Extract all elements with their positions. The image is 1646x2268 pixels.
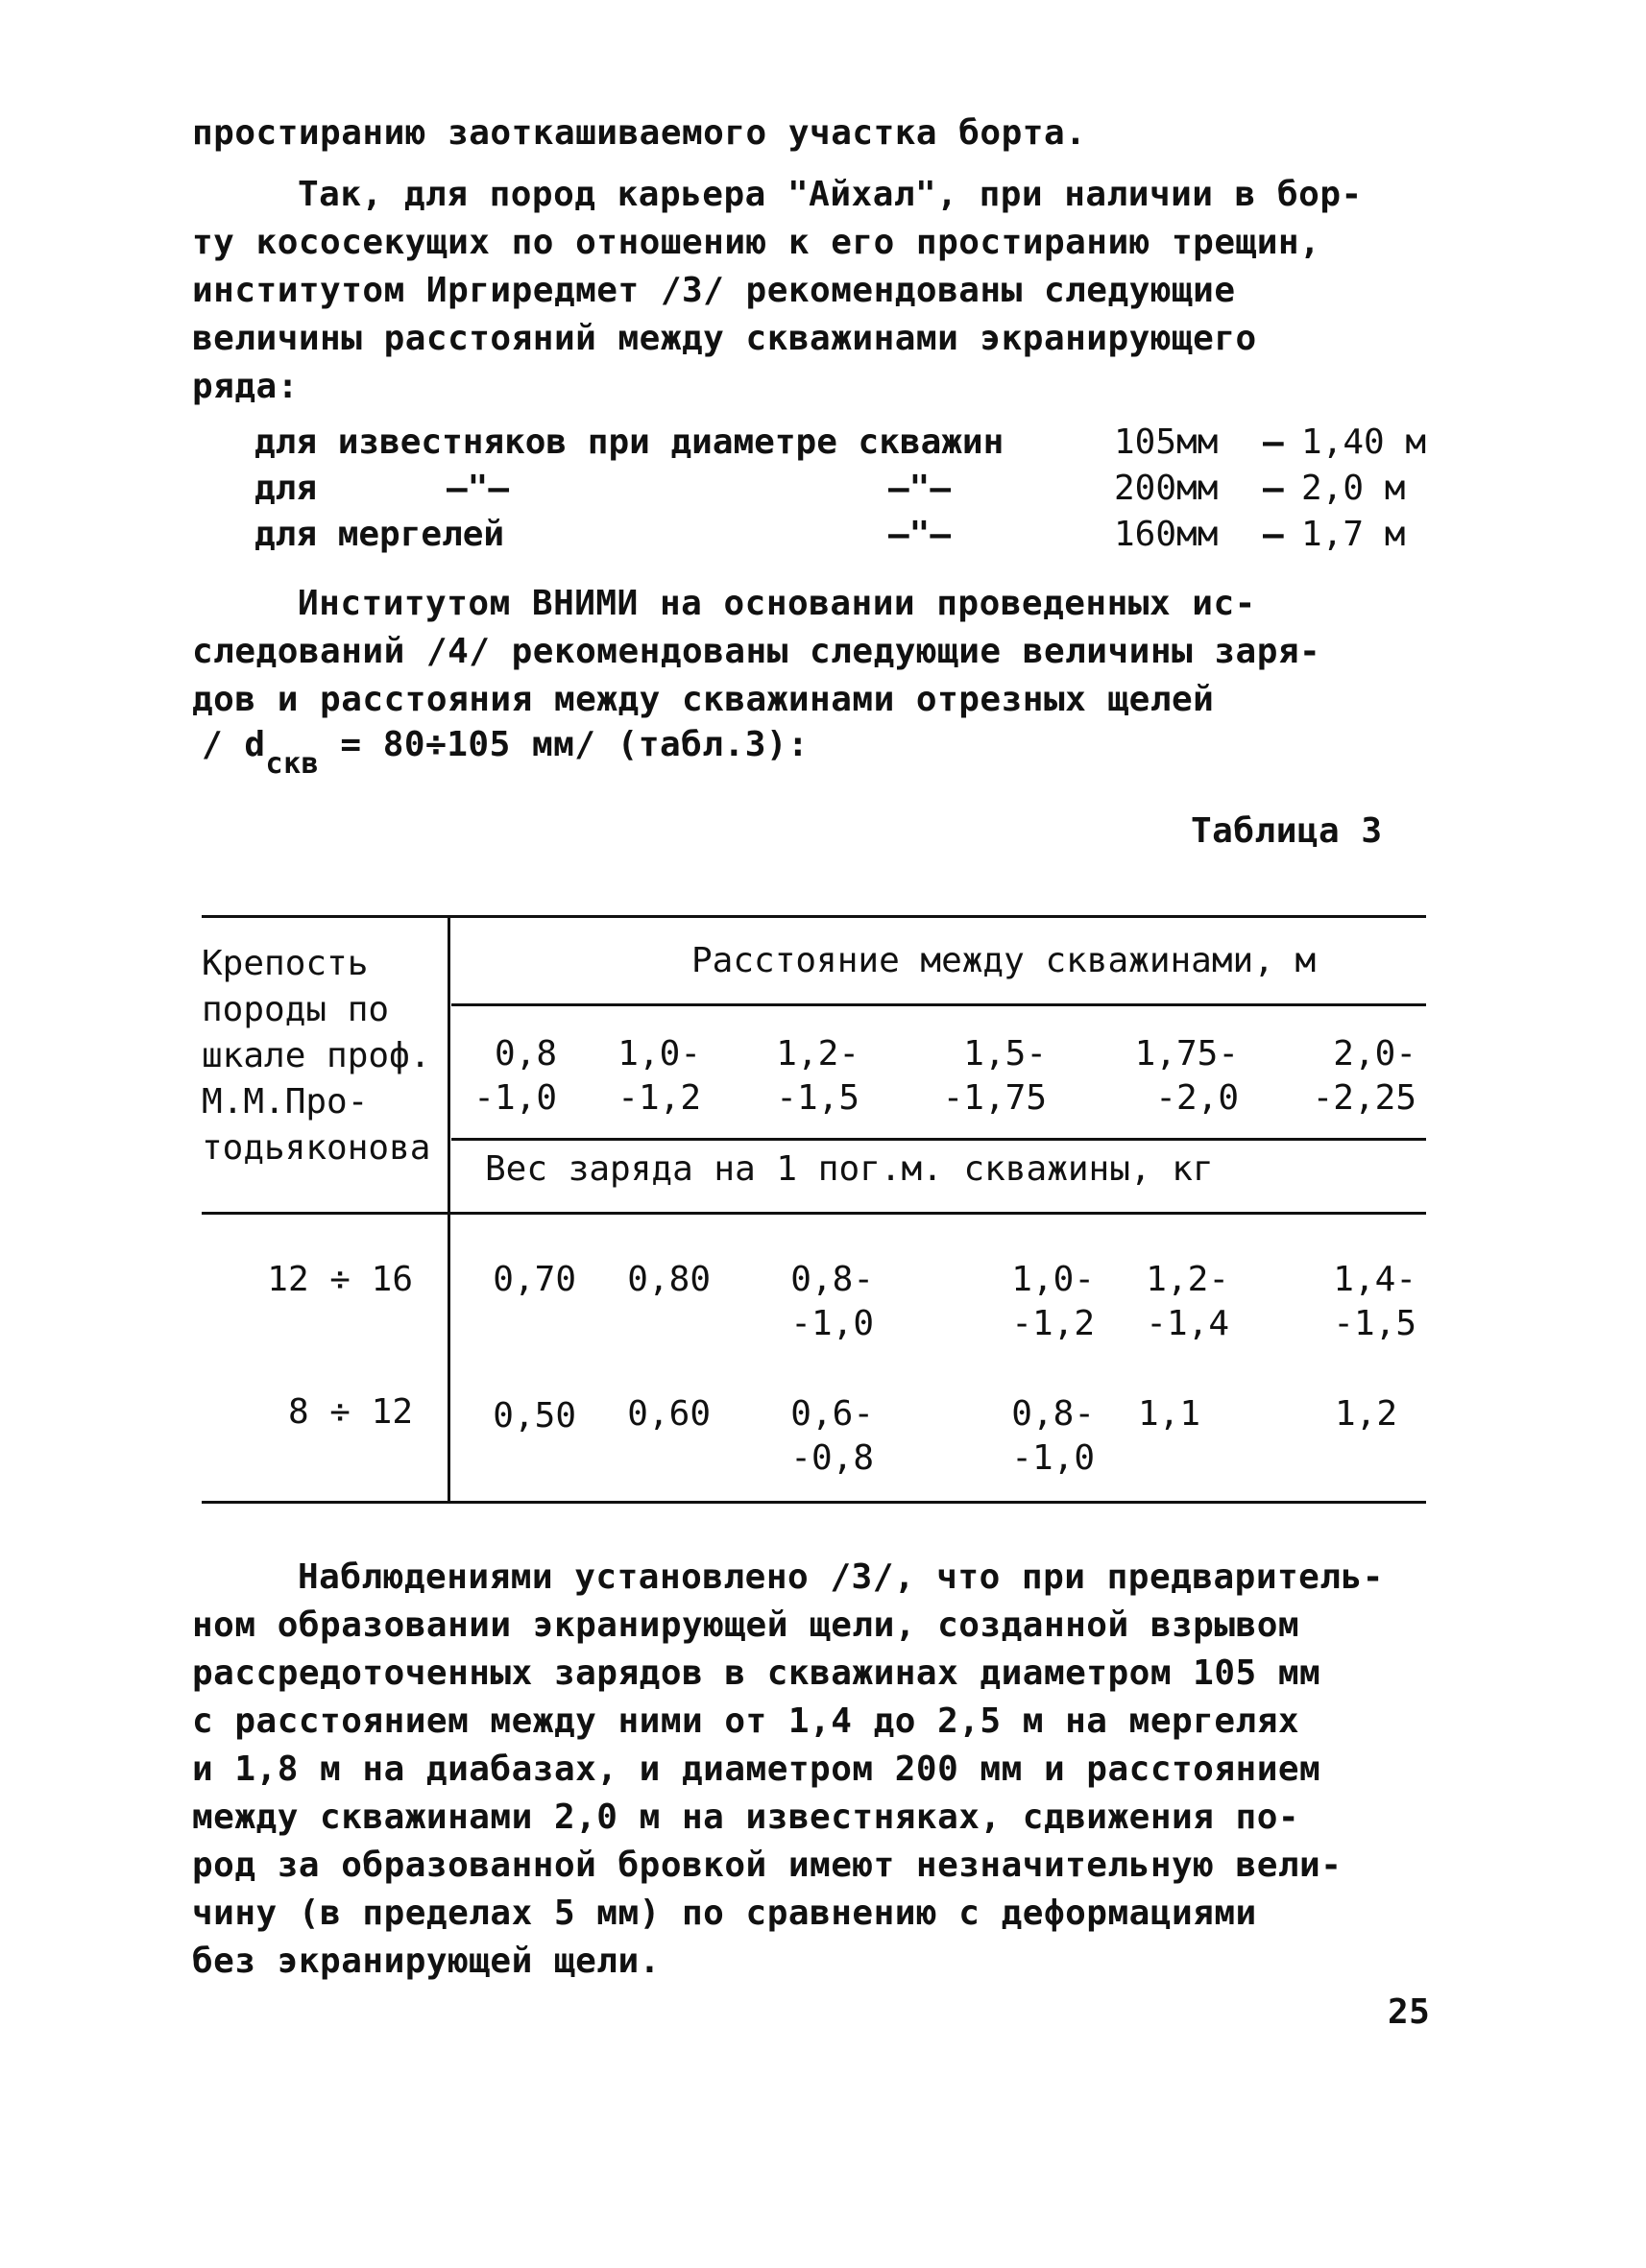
paragraph-2 (192, 580, 1320, 724)
table-body-rule (202, 1212, 1426, 1215)
list-label: для (254, 469, 318, 508)
formula-prefix: / d (202, 725, 266, 764)
distance-range-line: 1,5- (963, 1034, 1047, 1074)
hardness-header-line: Крепость (202, 944, 369, 983)
charge-cell-line: 0,8- (790, 1260, 874, 1299)
table-bottom-rule (202, 1501, 1426, 1504)
para2-line: Институтом ВНИМИ на основании проведенных ис- (298, 584, 1256, 623)
charge-cell (480, 1258, 576, 1302)
distance-range (605, 1032, 701, 1121)
charge-cell (1114, 1258, 1229, 1346)
para1-line: величины расстояний между скважинами экранирующего (192, 319, 1257, 358)
distance-range-line: 1,75- (1134, 1034, 1239, 1074)
list-row-limestone (254, 422, 1427, 467)
para3-line: без экранирующей щели. (192, 1942, 661, 1981)
charge-cell (480, 1394, 576, 1438)
charge-cell-line: 1,2 (1334, 1394, 1397, 1434)
table-subheader-rule (451, 1138, 1426, 1141)
charge-cell-line: 0,70 (493, 1260, 576, 1299)
charge-cell-line: -1,2 (1011, 1304, 1095, 1343)
list-ditto: –"– (888, 515, 952, 554)
distance-range (1296, 1032, 1416, 1121)
charge-cell-line: 0,80 (627, 1260, 711, 1299)
para3-line: чину (в пределах 5 мм) по сравнению с деформациями (192, 1894, 1257, 1933)
list-ditto: –"– (447, 469, 510, 508)
charge-cell (615, 1258, 711, 1302)
para1-line: институтом Иргиредмет /3/ рекомендованы следующие (192, 271, 1236, 310)
charge-cell (980, 1392, 1095, 1481)
list-diameter: 200мм (1114, 469, 1219, 508)
distance-range-line: 1,0- (617, 1034, 701, 1074)
charge-cell (615, 1392, 711, 1436)
para3-line: Наблюдениями установлено /3/, что при предваритель- (298, 1557, 1384, 1597)
para3-line: рассредоточенных зарядов в скважинах диаметром 105 мм (192, 1653, 1321, 1693)
list-dash: – (1263, 469, 1284, 508)
para1-line: ряда: (192, 367, 299, 406)
distance-range-line: -1,5 (776, 1078, 859, 1118)
list-row-marl (254, 515, 1407, 559)
charge-cell-line: 1,2- (1146, 1260, 1229, 1299)
distance-range (763, 1032, 859, 1121)
charge-cell-line: 1,4- (1333, 1260, 1416, 1299)
table-header-rule (451, 1003, 1426, 1006)
charge-cell (980, 1258, 1095, 1346)
list-value: 1,7 м (1301, 515, 1406, 554)
formula-rest: = 80÷105 мм/ (табл.3): (319, 725, 810, 764)
charge-cell-line: 1,1 (1137, 1394, 1200, 1434)
paragraph-1 (192, 171, 1363, 411)
distance-range-line: -2,0 (1155, 1078, 1239, 1118)
list-ditto: –"– (888, 469, 952, 508)
paragraph-3 (192, 1554, 1384, 1986)
charge-cell-line: -1,0 (790, 1304, 874, 1343)
hardness-value: 12 ÷ 16 (267, 1260, 413, 1299)
para3-line: между скважинами 2,0 м на известняках, сдвижения по- (192, 1798, 1300, 1837)
charge-cell-line: 1,0- (1011, 1260, 1095, 1299)
formula-subscript: скв (265, 747, 320, 781)
list-value: 2,0 м (1301, 469, 1406, 508)
hardness-header-line: тодьяконова (202, 1128, 431, 1168)
charge-cell-line: 0,50 (493, 1396, 576, 1436)
hardness-header-line: породы по (202, 990, 390, 1029)
intro-line: простиранию заоткашиваемого участка борта. (192, 113, 1087, 153)
distance-range-line: -1,2 (617, 1078, 701, 1118)
para3-line: род за образованной бровкой имеют незначительную вели- (192, 1846, 1343, 1885)
table-column-rule (448, 915, 450, 1504)
list-label: для известняков при диаметре скважин (254, 422, 1005, 462)
charge-cell-line: -0,8 (790, 1438, 874, 1478)
list-diameter: 160мм (1114, 515, 1219, 554)
para3-line: и 1,8 м на диабазах, и диаметром 200 мм и расстоянием (192, 1749, 1321, 1789)
distance-range (1119, 1032, 1239, 1121)
list-diameter: 105мм (1114, 422, 1219, 462)
hardness-header-line: М.М.Про- (202, 1082, 369, 1122)
distance-range-line: -1,75 (942, 1078, 1047, 1118)
para3-line: с расстоянием между ними от 1,4 до 2,5 м на мергелях (192, 1701, 1300, 1741)
distance-range-line: -1,0 (473, 1078, 557, 1118)
charge-cell-line: 0,8- (1011, 1394, 1095, 1434)
page-number: 25 (1388, 1992, 1431, 2032)
diameter-formula (202, 725, 810, 781)
charge-cell (768, 1258, 874, 1346)
list-dash: – (1263, 422, 1284, 462)
charge-weight-header: Вес заряда на 1 пог.м. скважины, кг (485, 1149, 1214, 1189)
para1-line: ту кососекущих по отношению к его простиранию трещин, (192, 223, 1321, 262)
charge-cell (1301, 1258, 1416, 1346)
distance-range (471, 1032, 557, 1121)
charge-cell (768, 1392, 874, 1481)
charge-cell-line: -1,0 (1011, 1438, 1095, 1478)
charge-cell-line: 0,60 (627, 1394, 711, 1434)
hardness-header (202, 941, 430, 1171)
distance-range-line: 2,0- (1333, 1034, 1416, 1074)
table-caption: Таблица 3 (1191, 811, 1383, 851)
para2-line: дов и расстояния между скважинами отрезных щелей (192, 680, 1215, 719)
list-value: 1,40 м (1301, 422, 1427, 462)
distance-header: Расстояние между скважинами, м (691, 941, 1317, 980)
para3-line: ном образовании экранирующей щели, созданной взрывом (192, 1605, 1300, 1645)
charge-cell-line: -1,4 (1146, 1304, 1229, 1343)
list-dash: – (1263, 515, 1284, 554)
table-top-rule (202, 915, 1426, 918)
list-row-limestone-200 (254, 469, 1407, 513)
charge-cell-line: -1,5 (1333, 1304, 1416, 1343)
charge-cell-line: 0,6- (790, 1394, 874, 1434)
distance-range-line: 0,8 (494, 1034, 557, 1074)
list-label: для мергелей (254, 515, 505, 554)
distance-range-line: 1,2- (776, 1034, 859, 1074)
hardness-header-line: шкале проф. (202, 1036, 431, 1075)
distance-range-line: -2,25 (1312, 1078, 1416, 1118)
para2-line: следований /4/ рекомендованы следующие величины заря- (192, 632, 1321, 671)
charge-cell (1301, 1392, 1397, 1436)
para1-line: Так, для пород карьера "Айхал", при наличии в бор- (298, 175, 1363, 214)
hardness-value: 8 ÷ 12 (287, 1392, 413, 1432)
charge-cell (1114, 1392, 1200, 1436)
distance-range (932, 1032, 1047, 1121)
